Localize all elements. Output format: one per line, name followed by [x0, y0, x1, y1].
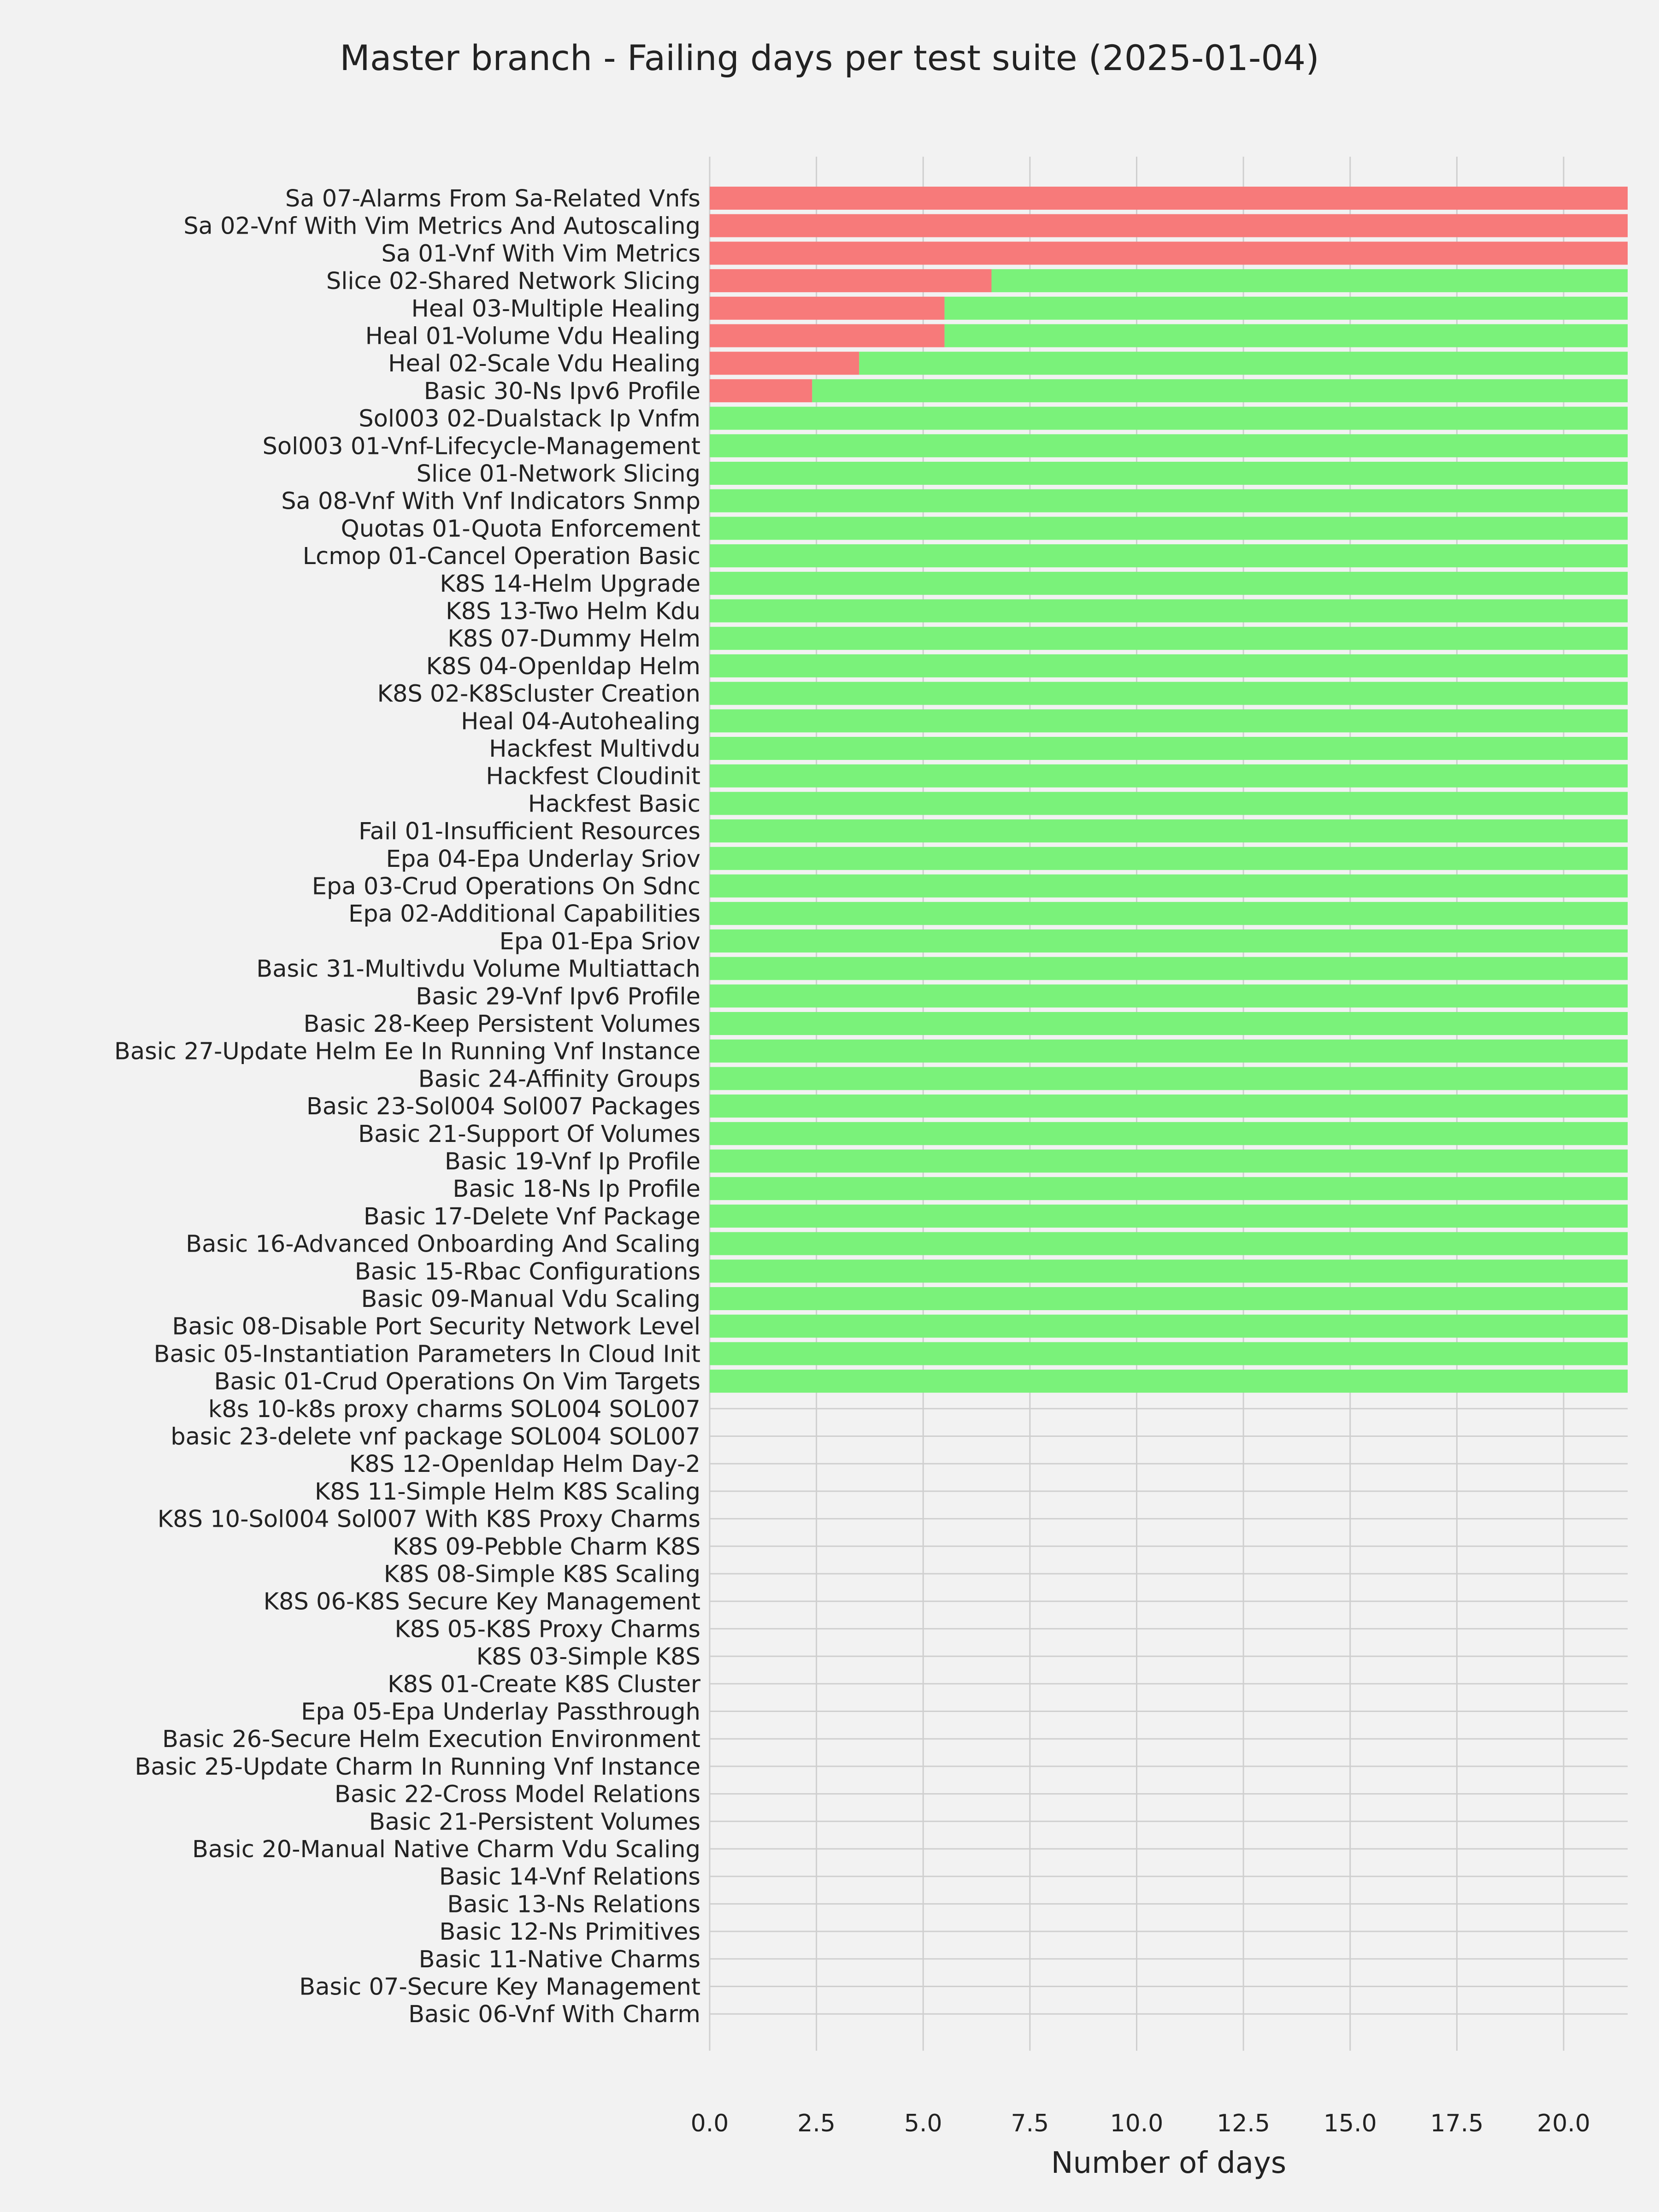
- y-tick-label: Basic 30-Ns Ipv6 Profile: [424, 377, 700, 405]
- bar-pass: [710, 709, 1628, 732]
- y-tick-label: Basic 06-Vnf With Charm: [408, 2001, 700, 2029]
- y-tick-label: Lcmop 01-Cancel Operation Basic: [302, 543, 700, 571]
- x-tick-label: 20.0: [1537, 2110, 1590, 2137]
- chart-title: Master branch - Failing days per test suite (2025-01-04): [340, 37, 1319, 78]
- y-tick-label: Fail 01-Insufficient Resources: [359, 818, 700, 846]
- x-tick-label: 12.5: [1217, 2110, 1271, 2137]
- y-tick-label: K8S 06-K8S Secure Key Management: [263, 1588, 700, 1616]
- bar-pass: [710, 902, 1628, 925]
- y-tick-label: K8S 08-Simple K8S Scaling: [383, 1561, 700, 1588]
- y-tick-label: Hackfest Cloudinit: [486, 763, 700, 790]
- bar-pass: [710, 1177, 1628, 1200]
- y-tick-label: Slice 02-Shared Network Slicing: [326, 268, 700, 295]
- y-tick-label: Basic 05-Instantiation Parameters In Cloud Init: [153, 1341, 700, 1368]
- bar-pass: [710, 1315, 1628, 1338]
- y-tick-label: Basic 28-Keep Persistent Volumes: [303, 1011, 700, 1038]
- y-tick-label: K8S 04-Openldap Helm: [426, 653, 700, 680]
- y-tick-label: K8S 05-K8S Proxy Charms: [394, 1616, 700, 1643]
- y-tick-label: Heal 02-Scale Vdu Healing: [388, 350, 700, 378]
- bar-pass: [710, 434, 1628, 457]
- bar-pass: [991, 269, 1628, 292]
- y-tick-label: Basic 15-Rbac Configurations: [354, 1258, 700, 1286]
- bar-pass: [710, 737, 1628, 760]
- bar-pass: [710, 930, 1628, 953]
- bar-pass: [710, 875, 1628, 898]
- y-tick-label: Basic 17-Delete Vnf Package: [363, 1203, 700, 1230]
- x-tick-label: 17.5: [1430, 2110, 1484, 2137]
- y-tick-label: Heal 01-Volume Vdu Healing: [365, 323, 700, 350]
- y-tick-label: K8S 03-Simple K8S: [476, 1643, 700, 1671]
- bar-pass: [710, 1370, 1628, 1393]
- bar-pass: [710, 462, 1628, 485]
- bar-fail: [710, 379, 812, 402]
- y-tick-label: Basic 14-Vnf Relations: [439, 1863, 700, 1891]
- bar-pass: [710, 1040, 1628, 1063]
- y-tick-label: Basic 16-Advanced Onboarding And Scaling: [186, 1230, 700, 1258]
- y-tick-label: Basic 27-Update Helm Ee In Running Vnf Instance: [114, 1038, 700, 1065]
- y-tick-label: Basic 07-Secure Key Management: [299, 1973, 700, 2001]
- bar-pass: [710, 407, 1628, 430]
- bar-pass: [710, 627, 1628, 650]
- y-tick-label: basic 23-delete vnf package SOL004 SOL007: [171, 1423, 700, 1451]
- y-tick-label: Hackfest Multivdu: [489, 735, 700, 763]
- bar-pass: [710, 847, 1628, 870]
- x-tick-label: 10.0: [1110, 2110, 1164, 2137]
- x-tick-label: 0.0: [690, 2110, 729, 2137]
- bar-pass: [710, 792, 1628, 815]
- y-tick-label: Epa 05-Epa Underlay Passthrough: [301, 1698, 700, 1726]
- bar-fail: [710, 297, 945, 320]
- y-tick-label: Sa 07-Alarms From Sa-Related Vnfs: [285, 185, 700, 212]
- y-tick-label: K8S 14-Helm Upgrade: [440, 570, 700, 598]
- y-tick-label: Basic 31-Multivdu Volume Multiattach: [256, 955, 700, 983]
- y-tick-label: Hackfest Basic: [528, 790, 700, 818]
- bar-pass: [945, 297, 1628, 320]
- bar-pass: [710, 1342, 1628, 1365]
- y-tick-label: Basic 18-Ns Ip Profile: [453, 1176, 700, 1203]
- y-tick-label: Sa 01-Vnf With Vim Metrics: [381, 240, 700, 268]
- y-tick-label: Basic 20-Manual Native Charm Vdu Scaling: [192, 1836, 700, 1863]
- bar-pass: [945, 324, 1628, 347]
- x-tick-label: 5.0: [904, 2110, 942, 2137]
- bar-fail: [710, 269, 991, 292]
- bar-pass: [710, 517, 1628, 540]
- y-tick-label: Heal 04-Autohealing: [461, 708, 700, 735]
- y-tick-label: Epa 04-Epa Underlay Sriov: [386, 845, 700, 873]
- y-tick-label: Basic 29-Vnf Ipv6 Profile: [416, 983, 700, 1011]
- bar-pass: [710, 1259, 1628, 1282]
- x-tick-label: 7.5: [1011, 2110, 1049, 2137]
- bar-pass: [710, 1287, 1628, 1310]
- bar-fail: [710, 324, 945, 347]
- bar-pass: [710, 600, 1628, 623]
- y-tick-label: Basic 19-Vnf Ip Profile: [444, 1148, 700, 1176]
- bar-pass: [710, 1205, 1628, 1228]
- y-tick-label: Basic 11-Native Charms: [418, 1946, 700, 1973]
- y-tick-label: K8S 07-Dummy Helm: [447, 625, 700, 653]
- y-tick-label: K8S 12-Openldap Helm Day-2: [349, 1451, 700, 1478]
- bar-pass: [710, 682, 1628, 705]
- bar-pass: [859, 352, 1628, 375]
- y-tick-label: K8S 01-Create K8S Cluster: [388, 1671, 700, 1698]
- y-tick-label: Sol003 01-Vnf-Lifecycle-Management: [262, 433, 700, 460]
- y-tick-label: Sa 08-Vnf With Vnf Indicators Snmp: [281, 488, 700, 515]
- bar-pass: [710, 1012, 1628, 1035]
- bar-pass: [710, 1067, 1628, 1090]
- x-tick-labels: [691, 2110, 1590, 2137]
- bar-fail: [710, 352, 859, 375]
- y-tick-label: K8S 02-K8Scluster Creation: [377, 680, 700, 708]
- bar-pass: [710, 489, 1628, 512]
- bar-pass: [710, 1094, 1628, 1118]
- y-tick-label: Basic 12-Ns Primitives: [439, 1918, 700, 1946]
- y-tick-label: K8S 13-Two Helm Kdu: [446, 598, 700, 625]
- bar-pass: [710, 1150, 1628, 1173]
- y-tick-label: Epa 02-Additional Capabilities: [348, 900, 700, 928]
- bar-pass: [812, 379, 1628, 402]
- y-tick-label: Basic 25-Update Charm In Running Vnf Instance: [135, 1753, 700, 1781]
- y-tick-label: Epa 03-Crud Operations On Sdnc: [312, 873, 700, 900]
- bar-fail: [710, 241, 1628, 265]
- y-tick-label: Basic 23-Sol004 Sol007 Packages: [306, 1093, 700, 1121]
- y-tick-label: Basic 01-Crud Operations On Vim Targets: [214, 1368, 700, 1396]
- y-tick-label: Basic 21-Persistent Volumes: [369, 1808, 700, 1836]
- x-axis-label: Number of days: [1051, 2146, 1287, 2180]
- y-tick-label: k8s 10-k8s proxy charms SOL004 SOL007: [208, 1395, 700, 1423]
- y-tick-label: Basic 09-Manual Vdu Scaling: [361, 1286, 700, 1313]
- bar-fail: [710, 187, 1628, 210]
- bar-pass: [710, 765, 1628, 788]
- y-tick-label: Sa 02-Vnf With Vim Metrics And Autoscaling: [183, 212, 700, 240]
- y-tick-label: Epa 01-Epa Sriov: [499, 928, 700, 955]
- bar-fail: [710, 214, 1628, 237]
- y-tick-label: Sol003 02-Dualstack Ip Vnfm: [359, 405, 700, 433]
- y-tick-label: Quotas 01-Quota Enforcement: [341, 515, 700, 543]
- y-tick-label: Basic 22-Cross Model Relations: [334, 1781, 700, 1808]
- y-tick-label: Heal 03-Multiple Healing: [411, 295, 700, 323]
- y-tick-label: Basic 21-Support Of Volumes: [358, 1120, 700, 1148]
- bar-pass: [710, 544, 1628, 567]
- x-tick-label: 2.5: [797, 2110, 835, 2137]
- y-tick-label: Basic 26-Secure Helm Execution Environment: [162, 1726, 700, 1753]
- bar-pass: [710, 1232, 1628, 1255]
- bar-pass: [710, 984, 1628, 1007]
- bar-pass: [710, 957, 1628, 980]
- y-tick-label: Slice 01-Network Slicing: [416, 460, 700, 488]
- y-tick-label: K8S 11-Simple Helm K8S Scaling: [314, 1478, 700, 1506]
- bar-pass: [710, 572, 1628, 595]
- y-tick-label: K8S 10-Sol004 Sol007 With K8S Proxy Charms: [157, 1506, 700, 1533]
- bar-pass: [710, 819, 1628, 842]
- y-tick-label: K8S 09-Pebble Charm K8S: [392, 1533, 700, 1561]
- bar-pass: [710, 654, 1628, 677]
- y-tick-label: Basic 13-Ns Relations: [447, 1891, 700, 1918]
- y-tick-label: Basic 24-Affinity Groups: [418, 1065, 700, 1093]
- x-tick-label: 15.0: [1323, 2110, 1377, 2137]
- bar-pass: [710, 1122, 1628, 1145]
- y-tick-label: Basic 08-Disable Port Security Network Level: [172, 1313, 700, 1341]
